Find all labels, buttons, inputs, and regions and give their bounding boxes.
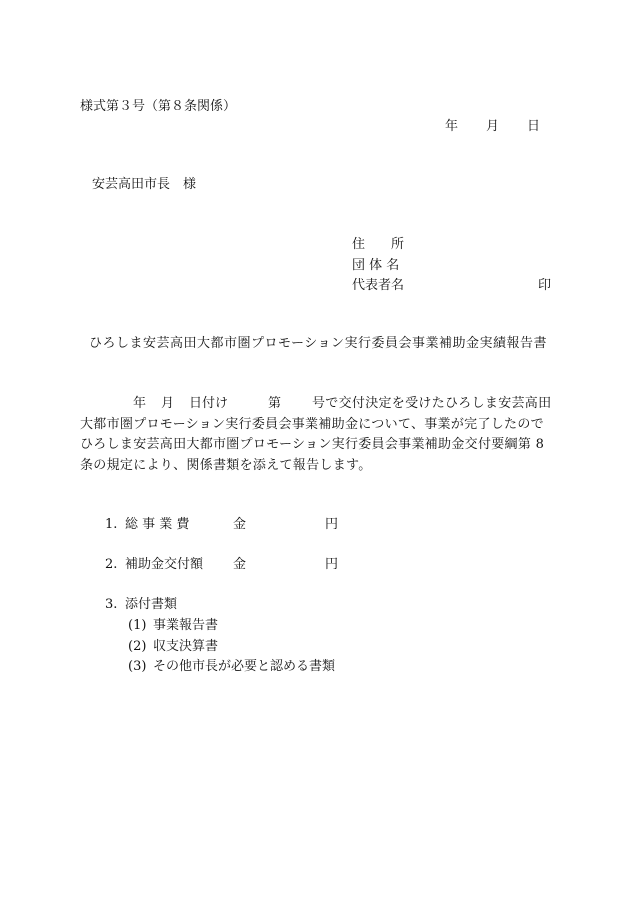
attachment-item: 収支決算書 — [153, 639, 219, 654]
day-label: 日 — [527, 119, 541, 134]
item-label: 補助金交付額 — [125, 557, 204, 572]
currency-prefix: 金 — [233, 557, 247, 572]
body-date-day: 日付け — [189, 396, 229, 411]
addressee: 安芸高田市長 様 — [92, 177, 197, 192]
attachment-number: (2) — [128, 639, 147, 654]
body-line3: ひろしま安芸高田大都市圏プロモーション実行委員会事業補助金交付要綱第 8 — [80, 437, 545, 452]
item-label: 添付書類 — [125, 597, 178, 612]
attachment-item: 事業報告書 — [153, 618, 219, 633]
currency-unit: 円 — [325, 517, 339, 532]
body-line2: 大都市圏プロモーション実行委員会事業補助金について、事業が完了したので — [80, 417, 544, 432]
document-title: ひろしま安芸高田大都市圏プロモーション実行委員会事業補助金実績報告書 — [89, 336, 547, 351]
year-label: 年 — [445, 119, 459, 134]
attachment-number: (3) — [128, 659, 147, 674]
representative-label: 代表者名 — [352, 278, 405, 293]
item-number: 1. — [105, 517, 118, 532]
item-number: 3. — [105, 597, 118, 612]
attachment-number: (1) — [128, 618, 147, 633]
body-date-year: 年 — [133, 396, 147, 411]
item-label: 総 事 業 費 — [125, 517, 190, 532]
item-number: 2. — [105, 557, 118, 572]
body-number-prefix: 第 — [268, 396, 282, 411]
currency-unit: 円 — [325, 557, 339, 572]
body-date-month: 月 — [161, 396, 175, 411]
month-label: 月 — [486, 119, 500, 134]
body-line4: 条の規定により、関係書類を添えて報告します。 — [80, 458, 372, 473]
group-name-label: 団 体 名 — [352, 258, 400, 273]
address-label: 住 所 — [352, 237, 405, 252]
seal-label: 印 — [538, 278, 552, 293]
body-line1-rest: 号で交付決定を受けたひろしま安芸高田 — [312, 396, 552, 411]
attachment-item: その他市長が必要と認める書類 — [153, 659, 336, 674]
form-number: 様式第３号（第８条関係） — [80, 99, 237, 114]
currency-prefix: 金 — [233, 517, 247, 532]
